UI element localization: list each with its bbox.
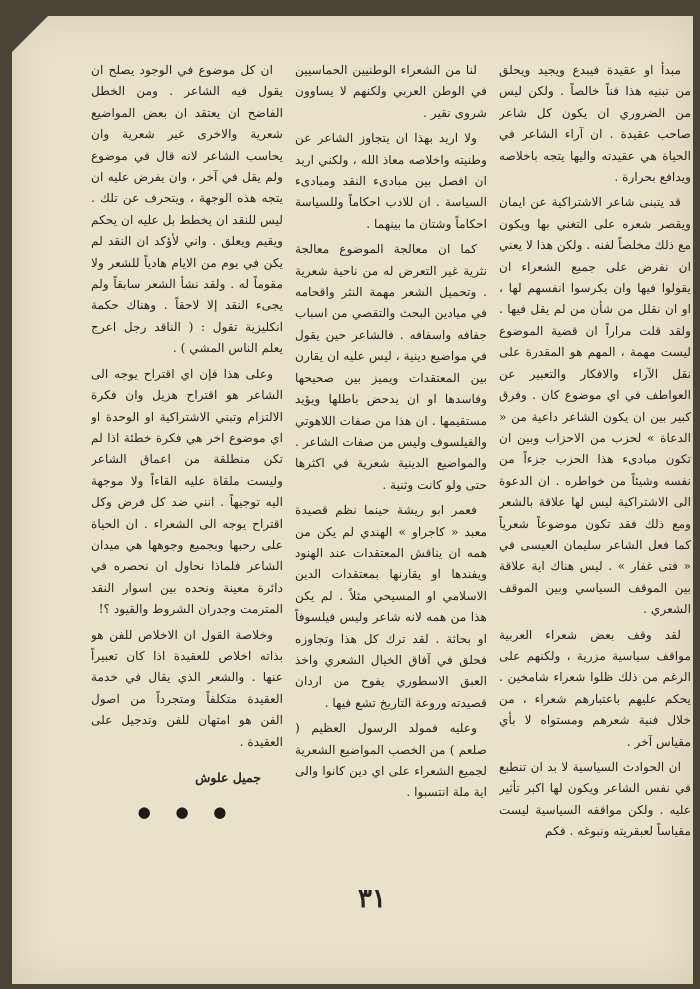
column-right bbox=[499, 60, 691, 900]
section-separator: ● ● ● bbox=[137, 803, 237, 822]
column-left bbox=[91, 60, 283, 900]
paragraph: وخلاصة القول ان الاخلاص للفن هو بذاته اخلاص للعقيدة اذا كان تعبيراً عنها . والشعر الذي يقال في خدمة العقيدة متكلفاً ومتجرداً من اصول الفن هو امتهان للفن وتدجيل على العقيدة . bbox=[91, 627, 283, 749]
paragraph: ولا اريد بهذا ان يتجاوز الشاعر عن وطنيته واخلاصه معاذ الله ، ولكني اريد ان افصل بين مبادىء النقد ومبادىء السياسة . ان للادب احكاماً وللسياسة احكاماً وشتان ما بينهما . bbox=[295, 131, 487, 231]
paragraph: ان كل موضوع في الوجود يصلح ان يقول فيه الشاعر . ومن الخطل الفاضح ان يعتقد ان بعض المواضيع شعرية والاخرى غير شعرية وان يحاسب الشاعر لانه قال في موضوع ولم يقل في آخر ، وان يفرض عليه ان يتجه هذه الوجهة ، ويتحرف عن تلك . ليس للنقد ان يخطط بل عليه ان يحكم ويقيم ويعلق . واني لأؤكد ان النقد لم يكن في يوم من الايام هادياً للشعر ولا مقوماً له . ولقد نشأ الشعر سابقاً ولم يجىء النقد إلا لاحقاً . وهناك حكمة انكليزية تقول : ( الناقد رجل اعرج يعلم الناس المشي ) . bbox=[91, 63, 283, 356]
paragraph: وعلى هذا فإن اي اقتراح يوجه الى الشاعر هو اقتراح هزيل وان فكرة الالتزام وتبني الاشتراكية او الوحدة او اي موضوع اخر هي فكرة خطئة اذا لم تكن منطلقة من اعماق الشاعر وليست ملقاة عليه القاءاً ولا موجهة اليه توجيهاً . انني ضد كل فرض وكل اقتراح يوجه الى الشعراء . ان الحياة على رحبها وبجميع وجوهها هي ميدان الشاعر فلماذا نحاول ان نحصره في دائرة معينة ونحده بين اسوار النقد المترمت وجدران الشروط والقيود ؟! bbox=[91, 366, 283, 617]
paragraph: لقد وقف بعض شعراء العربية مواقف سياسية مزرية ، ولكنهم على الرغم من ذلك ظلوا شعراء شامخين . يحكم عليهم باعتبارهم شعراء ، من خلال فنية شعرهم ومستواه لا بأي مقياس آخر . bbox=[499, 627, 691, 749]
paragraph: قد يتبنى شاعر الاشتراكية عن ايمان ويقصر شعره على التغني بها ويكون مع ذلك مخلصاً لفنه . ولكن هذا لا يعني ان نفرض على جميع الشعراء ان يقولوا فيها وان يكرسوا انفسهم لها ، او ان نقلل من شأن من لم يقل فيها . ولقد قلت مراراً ان قضية الموضوع ليست مهمة ، المهم هو المقدرة على نقل الآراء والافكار والتعبير عن العواطف في اي موضوع كان . وفرق كبير بين ان يكون الشاعر داعية من « الدعاة » لحزب من الاحزاب وبين ان تكون مبادىء هذا الحزب جزءاً من نفسه وشيئاً من خواطره . ان الدعوة الى الاشتراكية ليس لها علاقة بالشعر ومع ذلك فقد تكون موضوعاً شعرياً كما فعل الشاعر سليمان العيسى في « فتى غفار » . ليس هناك اية علاقة بين الموقف السياسي وبين الموقف الشعري . bbox=[499, 195, 691, 617]
paragraph: لنا من الشعراء الوطنيين الحماسيين في الوطن العربي ولكنهم لا يساوون شروى نقير . bbox=[295, 63, 487, 120]
paragraph: ان الحوادث السياسية لا بد ان تنطبع في نفس الشاعر ويكون لها اكبر تأثير عليه . ولكن مواقفه السياسية ليست مقياساً لعبقريته ونبوغه . فكم bbox=[499, 760, 691, 839]
paragraph: مبدأ او عقيدة فيبدع ويجيد ويحلق من تبنيه هذا فناً خالصاً . ولكن ليس من الضروري ان يكون كل شاعر صاحب عقيدة . ان آراء الشاعر في الحياة هي عقيدته واليها يتجه باخلاصه ويدافع بحرارة . bbox=[499, 63, 691, 185]
author-signature: جميل علوش bbox=[195, 770, 261, 785]
page-number: ٣١ bbox=[358, 884, 386, 914]
magazine-page bbox=[12, 16, 693, 984]
torn-corner bbox=[10, 14, 50, 54]
column-middle bbox=[295, 60, 487, 900]
paragraph: وعليه فمولد الرسول العظيم ( صلعم ) من الخصب المواضيع الشعرية لجميع الشعراء على اي دين كانوا والى اية ملة انتسبوا . bbox=[295, 721, 487, 800]
paragraph: كما ان معالجة الموضوع معالجة نثرية غير التعرض له من ناحية شعرية . وتحميل الشعر مهمة النثر واقحامه في ميادين البحث والتقصي من اسباب جفافه واسفافه . فالشاعر حين يقول في مواضيع دينية ، ليس عليه ان يقارن بين المعتقدات ويميز بين صحيحها وفاسدها او ان يدحض باطلها ويؤيد مستقيمها . ان هذا من صفات اللاهوتي والفيلسوف وليس من صفات الشاعر . والمواضيع الدينية شعرية في اكثرها حتى ولو كانت وثنية . bbox=[295, 242, 487, 492]
paragraph: فعمر ابو ريشة حينما نظم قصيدة معبد « كاجراو » الهندي لم يكن من همه ان يناقش المعتقدات عند الهنود ويفندها او يقارنها بمعتقدات الدين الاسلامي او المسيحي مثلاً . لم يكن هذا من همه لانه شاعر وليس فيلسوفاً او بحاثة . لقد ترك كل هذا وتجاوزه فحلق في آفاق الخيال الشعري واخذ العبق الاسطوري يفوح من اردان قصيدته وروعة التاريخ تشع فيها . bbox=[295, 503, 487, 710]
